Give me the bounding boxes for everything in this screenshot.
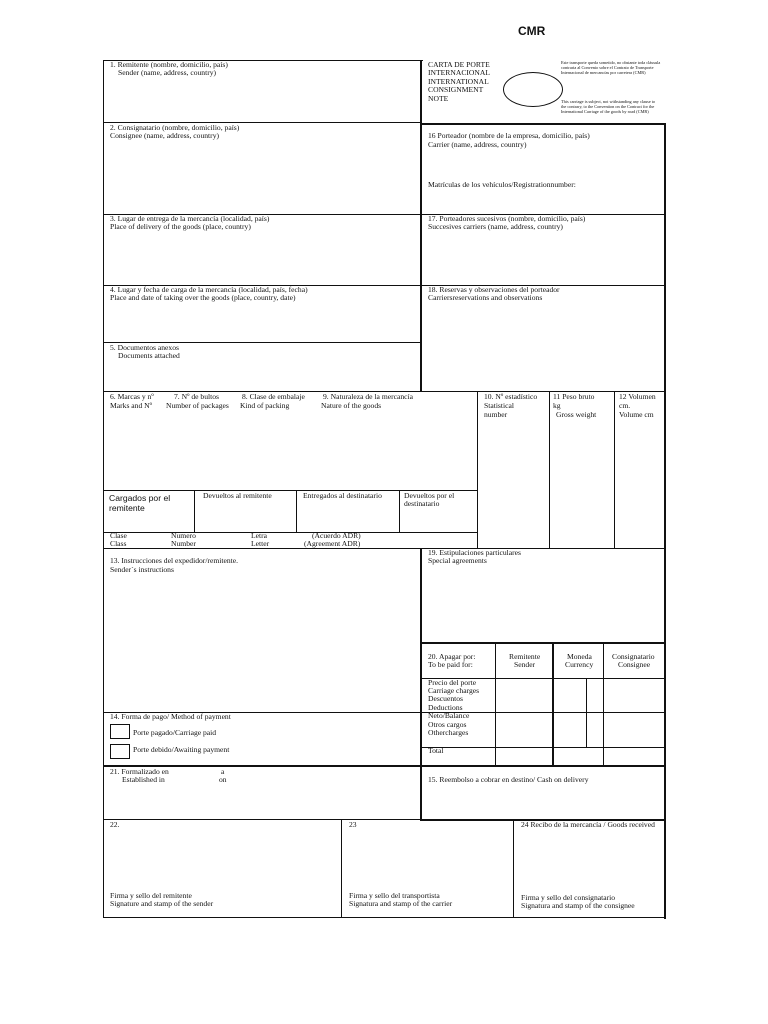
awaiting-payment-checkbox[interactable] (110, 744, 130, 759)
returned-to-sender-label: Devueltos al remitente (203, 491, 272, 500)
box-9-label-en: Nature of the goods (321, 401, 382, 410)
carta-line: CONSIGNMENT (428, 85, 484, 95)
box-1-label-en: Sender (name, address, country) (118, 68, 217, 77)
delivered-to-consignee-label: Entregados al destinatario (303, 491, 382, 500)
box-7-label-en: Number of packages (166, 401, 229, 410)
row-label: Descuentos (428, 694, 464, 703)
box-4-label-es: 4. Lugar y fecha de carga de la mercancía (localidad, país, fecha) (110, 285, 308, 294)
consignment-note-title (428, 61, 508, 103)
box-2-label-es: 2. Consignatario (nombre, domicilio, país) (110, 123, 240, 132)
box-13-label-en: Sender´s instructions (110, 565, 174, 574)
loaded-by-sender-label: Cargados por el remitente (109, 493, 171, 513)
box-24-label: 24 Recibo de la mercancía / Goods received (521, 820, 655, 829)
box-22-sign-es: Firma y sello del remitente (110, 891, 192, 900)
box-18-label-en: Carriersreservations and observations (428, 293, 543, 302)
box-5-label-en: Documents attached (118, 351, 180, 360)
box-18-label-es: 18. Reservas y observaciones del porteador (428, 285, 560, 294)
box-20-label-es: 20. Apagar por: (428, 652, 476, 661)
box-2-label-en: Consignee (name, address, country) (110, 131, 220, 140)
carta-line: NOTE (428, 93, 449, 103)
box-15-label: 15. Reembolso a cobrar en destino/ Cash on delivery (428, 775, 589, 784)
box-21-on: on (219, 775, 227, 784)
box-22-number: 22. (110, 820, 120, 829)
box-14-label: 14. Forma de pago/ Method of payment (110, 712, 231, 721)
box-11-unit: kg (553, 401, 561, 410)
box-24-sign-es: Firma y sello del consignatario (521, 893, 616, 902)
row-label: Carriage charges (428, 686, 480, 695)
box-23-sign-en: Signatura and stamp of the carrier (349, 899, 453, 908)
box-16-label-es: 16 Porteador (nombre de la empresa, domicilio, país) (428, 131, 590, 140)
box-19-label-es: 19. Estipulaciones particulares (428, 548, 521, 557)
adr-agreement: (Agreement ADR) (304, 539, 361, 548)
carriage-paid-label: Porte pagado/Carriage paid (133, 728, 217, 737)
col-sender-en: Sender (514, 660, 536, 669)
col-consignee-en: Consignee (618, 660, 651, 669)
box-11-label-en: Gross weight (556, 410, 597, 419)
awaiting-payment-label: Porte debido/Awaiting payment (133, 745, 230, 754)
box-3-label-es: 3. Lugar de entrega de la mercancía (localidad, país) (110, 214, 270, 223)
box-10-label-en2: number (484, 410, 508, 419)
col-currency-en: Currency (565, 660, 594, 669)
box-6-label-en: Marks and Nº (110, 401, 153, 410)
col-sender-es: Remitente (509, 652, 541, 661)
box-12-unit: cm. (619, 401, 631, 410)
adr-number: Number (171, 539, 196, 548)
cmr-notice-en: This carriage is subject, not withstanding any clause to the contrary, to the Convention on the Contract for the International Carriage of the goods by road (CMR) (561, 99, 656, 115)
row-label: Deductions (428, 703, 463, 712)
box-21-label-es: 21. Formalizado en (110, 767, 169, 776)
row-label: Othercharges (428, 728, 469, 737)
row-label: Neto/Balance (428, 711, 470, 720)
box-10-label-en1: Statistical (484, 401, 514, 410)
box-12-label-es: 12 Volumen (619, 392, 656, 401)
registration-number-label: Matrículas de los vehículos/Registrationnumber: (428, 180, 576, 189)
box-4-label-en: Place and date of taking over the goods (place, country, date) (110, 293, 296, 302)
box-17-label-es: 17. Porteadores sucesivos (nombre, domicilio, país) (428, 214, 586, 223)
box-16-label-en: Carrier (name, address, country) (428, 140, 527, 149)
box-12-label-en: Volume cm (619, 410, 654, 419)
box-17-label-en: Succesives carriers (name, address, country) (428, 222, 563, 231)
box-6-label-es: 6. Marcas y nº (110, 392, 154, 401)
adr-letter: Letter (251, 539, 270, 548)
box-7-label-es: 7. Nº de bultos (174, 392, 219, 401)
carta-line: INTERNACIONAL (428, 68, 491, 78)
row-label: Total (428, 746, 444, 755)
box-8-label-es: 8. Clase de embalaje (242, 392, 305, 401)
row-label: Precio del porte (428, 678, 477, 687)
box-23-sign-es: Firma y sello del transportista (349, 891, 440, 900)
box-21-label-en: Established in (122, 775, 165, 784)
box-8-label-en: Kind of packing (240, 401, 290, 410)
box-21-a: a (221, 767, 225, 776)
cmr-notice-es: Este transporte queda sometido, no obstante toda cláusula contraria al Convenio sobre el Contrato de Transporte Internacional de mercancías por carretera (CMR) (561, 60, 661, 76)
col-consignee-es: Consignatario (612, 652, 655, 661)
col-currency-es: Moneda (567, 652, 592, 661)
carta-line: INTERNATIONAL (428, 76, 489, 86)
box-5-label-es: 5. Documentos anexos (110, 343, 179, 352)
box-22-sign-en: Signature and stamp of the sender (110, 899, 214, 908)
box-9-label-es: 9. Naturaleza de la mercancía (323, 392, 414, 401)
page-title: CMR (518, 24, 546, 38)
adr-letra: Letra (251, 531, 268, 540)
carriage-paid-checkbox[interactable] (110, 724, 130, 739)
returned-by-consignee-label: Devueltos por el destinatario (404, 491, 455, 509)
adr-class: Class (110, 539, 127, 548)
carta-line: CARTA DE PORTE (428, 60, 490, 69)
box-23-number: 23 (349, 820, 357, 829)
box-1-label-es: 1. Remitente (nombre, domicilio, país) (110, 60, 228, 69)
box-10-label-es: 10. Nº estadístico (484, 392, 538, 401)
stamp-oval (503, 72, 563, 107)
box-3-label-en: Place of delivery of the goods (place, country) (110, 222, 251, 231)
adr-clase: Clase (110, 531, 127, 540)
adr-acuerdo: (Acuerdo ADR) (312, 531, 361, 540)
adr-numero: Numero (171, 531, 196, 540)
box-20-label-en: To be paid for: (428, 660, 473, 669)
box-13-label-es: 13. Instrucciones del expedidor/remitente. (110, 556, 238, 565)
box-24-sign-en: Signatura and stamp of the consignee (521, 901, 635, 910)
box-19-label-en: Special agreements (428, 556, 487, 565)
row-label: Otros cargos (428, 720, 467, 729)
box-11-label-es: 11 Peso bruto (553, 392, 595, 401)
